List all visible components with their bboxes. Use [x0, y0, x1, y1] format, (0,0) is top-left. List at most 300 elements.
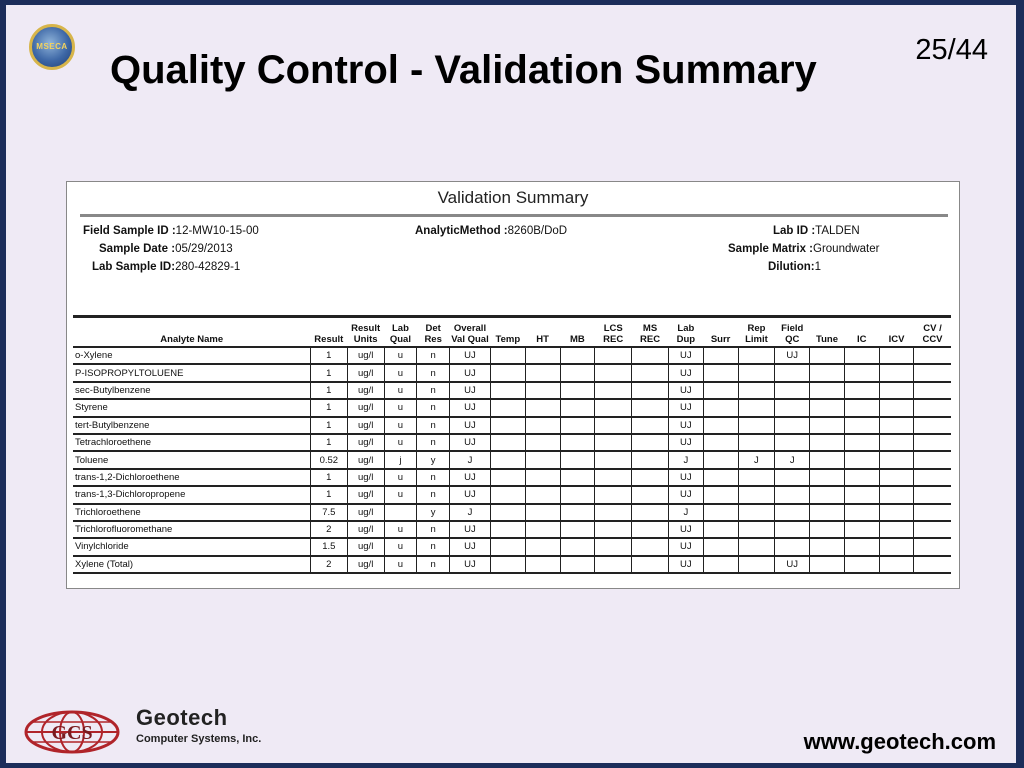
- table-cell: [810, 347, 845, 364]
- table-cell: [879, 538, 914, 555]
- table-cell: [844, 417, 879, 434]
- table-cell: [525, 434, 560, 451]
- table-cell: [844, 399, 879, 416]
- table-cell: u: [384, 417, 417, 434]
- table-cell: UJ: [668, 486, 703, 503]
- table-cell: j: [384, 451, 417, 468]
- table-row: [73, 486, 951, 503]
- column-header: Result Units: [347, 321, 384, 347]
- table-cell: [775, 469, 810, 486]
- table-cell: UJ: [668, 538, 703, 555]
- column-header: LCS REC: [595, 321, 632, 347]
- table-cell: [810, 417, 845, 434]
- table-cell: ug/l: [347, 451, 384, 468]
- table-cell: [738, 538, 775, 555]
- table-cell: [525, 417, 560, 434]
- table-cell: ug/l: [347, 382, 384, 399]
- slide: [6, 5, 1016, 763]
- table-cell: u: [384, 382, 417, 399]
- table-cell: [525, 399, 560, 416]
- table-cell: [595, 521, 632, 538]
- table-cell: [775, 417, 810, 434]
- table-cell: UJ: [668, 434, 703, 451]
- table-cell: 1: [310, 486, 347, 503]
- table-cell: UJ: [450, 469, 491, 486]
- table-cell: UJ: [450, 347, 491, 364]
- column-header: Temp: [490, 321, 525, 347]
- table-cell: [844, 504, 879, 521]
- table-cell: y: [417, 451, 450, 468]
- table-cell: [844, 521, 879, 538]
- table-cell: [879, 364, 914, 381]
- table-cell: u: [384, 538, 417, 555]
- table-cell: u: [384, 521, 417, 538]
- table-cell: UJ: [668, 469, 703, 486]
- table-cell: [632, 364, 669, 381]
- table-cell: UJ: [775, 347, 810, 364]
- analyte-name-cell: Trichloroethene: [73, 504, 310, 521]
- table-cell: [844, 434, 879, 451]
- table-cell: [775, 382, 810, 399]
- table-cell: [844, 556, 879, 573]
- table-cell: [914, 347, 951, 364]
- table-cell: UJ: [668, 417, 703, 434]
- table-cell: [595, 399, 632, 416]
- table-cell: [879, 451, 914, 468]
- table-cell: [810, 364, 845, 381]
- mseca-logo: MSECA: [29, 24, 75, 70]
- table-cell: [914, 504, 951, 521]
- table-cell: n: [417, 556, 450, 573]
- table-cell: J: [450, 451, 491, 468]
- table-cell: 7.5: [310, 504, 347, 521]
- table-cell: [810, 382, 845, 399]
- table-cell: [914, 399, 951, 416]
- analyte-name-cell: Styrene: [73, 399, 310, 416]
- table-cell: ug/l: [347, 486, 384, 503]
- table-cell: [490, 469, 525, 486]
- table-cell: [879, 504, 914, 521]
- table-cell: n: [417, 347, 450, 364]
- table-cell: [810, 538, 845, 555]
- analyte-name-cell: o-Xylene: [73, 347, 310, 364]
- analyte-name-cell: Vinylchloride: [73, 538, 310, 555]
- table-cell: UJ: [450, 521, 491, 538]
- website-link[interactable]: www.geotech.com: [803, 729, 996, 754]
- table-cell: [914, 451, 951, 468]
- table-cell: ug/l: [347, 469, 384, 486]
- table-cell: [703, 538, 738, 555]
- table-cell: [844, 364, 879, 381]
- column-header: Det Res: [417, 321, 450, 347]
- analyte-name-cell: trans-1,2-Dichloroethene: [73, 469, 310, 486]
- table-cell: [914, 434, 951, 451]
- table-cell: [632, 504, 669, 521]
- table-cell: [738, 434, 775, 451]
- table-cell: [703, 486, 738, 503]
- analyte-name-cell: tert-Butylbenzene: [73, 417, 310, 434]
- table-cell: [703, 347, 738, 364]
- lab-id: Lab ID :TALDEN: [773, 225, 860, 237]
- analyte-name-cell: Xylene (Total): [73, 556, 310, 573]
- validation-table: [73, 321, 951, 574]
- field-sample-id: Field Sample ID :12-MW10-15-00: [83, 225, 259, 237]
- table-cell: UJ: [450, 364, 491, 381]
- lab-sample-id: Lab Sample ID:280-42829-1: [92, 261, 241, 273]
- table-cell: [879, 382, 914, 399]
- table-cell: [914, 469, 951, 486]
- table-cell: 1: [310, 364, 347, 381]
- table-cell: [490, 399, 525, 416]
- table-cell: [738, 556, 775, 573]
- table-cell: UJ: [450, 382, 491, 399]
- column-header: Tune: [810, 321, 845, 347]
- table-row: [73, 556, 951, 573]
- table-cell: UJ: [668, 347, 703, 364]
- table-cell: [844, 347, 879, 364]
- table-cell: [490, 521, 525, 538]
- table-cell: [525, 382, 560, 399]
- table-cell: [775, 434, 810, 451]
- table-cell: J: [775, 451, 810, 468]
- analyte-name-cell: sec-Butylbenzene: [73, 382, 310, 399]
- column-header: MB: [560, 321, 595, 347]
- table-cell: [595, 504, 632, 521]
- document-title: Validation Summary: [437, 188, 589, 207]
- table-cell: [560, 469, 595, 486]
- brand-name: Geotech: [136, 705, 228, 730]
- table-cell: [844, 469, 879, 486]
- table-cell: y: [417, 504, 450, 521]
- table-cell: [490, 451, 525, 468]
- table-cell: [703, 451, 738, 468]
- table-cell: [632, 538, 669, 555]
- table-row: [73, 382, 951, 399]
- table-cell: UJ: [668, 382, 703, 399]
- table-cell: [632, 521, 669, 538]
- table-cell: [738, 521, 775, 538]
- table-cell: [560, 399, 595, 416]
- table-cell: [560, 556, 595, 573]
- table-cell: [810, 434, 845, 451]
- table-cell: ug/l: [347, 347, 384, 364]
- table-cell: [560, 347, 595, 364]
- table-cell: UJ: [668, 556, 703, 573]
- column-header: CV / CCV: [914, 321, 951, 347]
- table-cell: [525, 347, 560, 364]
- table-cell: UJ: [775, 556, 810, 573]
- table-cell: [525, 469, 560, 486]
- table-cell: [560, 364, 595, 381]
- table-cell: [525, 538, 560, 555]
- table-cell: u: [384, 347, 417, 364]
- table-cell: [525, 556, 560, 573]
- table-cell: [525, 451, 560, 468]
- table-cell: [703, 556, 738, 573]
- column-header: Rep Limit: [738, 321, 775, 347]
- table-row: [73, 538, 951, 555]
- table-cell: u: [384, 364, 417, 381]
- table-cell: [879, 347, 914, 364]
- table-cell: [384, 504, 417, 521]
- table-cell: [879, 417, 914, 434]
- table-cell: [879, 434, 914, 451]
- column-header: HT: [525, 321, 560, 347]
- table-cell: [914, 486, 951, 503]
- table-cell: [703, 521, 738, 538]
- table-row: [73, 504, 951, 521]
- table-cell: [844, 382, 879, 399]
- table-cell: [775, 486, 810, 503]
- table-cell: [632, 434, 669, 451]
- table-row: [73, 417, 951, 434]
- table-cell: n: [417, 521, 450, 538]
- table-cell: [879, 521, 914, 538]
- table-cell: [879, 556, 914, 573]
- table-cell: [703, 364, 738, 381]
- table-cell: 1.5: [310, 538, 347, 555]
- brand-subtitle: Computer Systems, Inc.: [136, 733, 262, 745]
- table-cell: [844, 538, 879, 555]
- table-cell: J: [668, 451, 703, 468]
- table-cell: n: [417, 417, 450, 434]
- table-cell: [632, 469, 669, 486]
- table-cell: 1: [310, 399, 347, 416]
- table-cell: u: [384, 486, 417, 503]
- table-cell: ug/l: [347, 504, 384, 521]
- table-cell: J: [738, 451, 775, 468]
- table-cell: [703, 382, 738, 399]
- table-cell: [560, 521, 595, 538]
- table-cell: [703, 434, 738, 451]
- table-cell: [879, 399, 914, 416]
- table-cell: 1: [310, 469, 347, 486]
- table-cell: [914, 521, 951, 538]
- column-header: IC: [844, 321, 879, 347]
- dilution: Dilution:1: [768, 261, 822, 273]
- table-cell: [632, 399, 669, 416]
- table-cell: [595, 382, 632, 399]
- table-cell: [632, 556, 669, 573]
- table-row: [73, 364, 951, 381]
- table-cell: u: [384, 469, 417, 486]
- table-cell: UJ: [450, 486, 491, 503]
- analyte-name-cell: Tetrachloroethene: [73, 434, 310, 451]
- table-cell: [738, 399, 775, 416]
- table-cell: [560, 538, 595, 555]
- table-cell: UJ: [450, 556, 491, 573]
- table-cell: ug/l: [347, 538, 384, 555]
- table-cell: UJ: [450, 399, 491, 416]
- table-cell: [775, 399, 810, 416]
- table-cell: n: [417, 469, 450, 486]
- table-cell: [595, 538, 632, 555]
- table-cell: [632, 486, 669, 503]
- column-header: Result: [310, 321, 347, 347]
- table-cell: [560, 504, 595, 521]
- column-header: Analyte Name: [73, 321, 310, 347]
- table-cell: [738, 469, 775, 486]
- table-cell: UJ: [668, 399, 703, 416]
- table-cell: [560, 382, 595, 399]
- table-cell: [560, 486, 595, 503]
- table-cell: 1: [310, 347, 347, 364]
- table-cell: n: [417, 538, 450, 555]
- table-cell: [490, 382, 525, 399]
- table-cell: [914, 382, 951, 399]
- table-cell: [775, 538, 810, 555]
- divider: [80, 214, 948, 217]
- validation-summary-document: [66, 181, 960, 589]
- table-cell: n: [417, 486, 450, 503]
- table-cell: [738, 347, 775, 364]
- table-cell: [525, 364, 560, 381]
- table-cell: [914, 417, 951, 434]
- table-cell: UJ: [450, 434, 491, 451]
- analytic-method: AnalyticMethod :8260B/DoD: [415, 225, 568, 237]
- table-cell: [632, 417, 669, 434]
- table-cell: ug/l: [347, 417, 384, 434]
- table-cell: [738, 364, 775, 381]
- table-cell: [490, 504, 525, 521]
- table-cell: [703, 504, 738, 521]
- table-cell: 1: [310, 382, 347, 399]
- table-cell: [703, 469, 738, 486]
- table-cell: [632, 347, 669, 364]
- table-cell: [595, 347, 632, 364]
- table-cell: [490, 556, 525, 573]
- table-row: [73, 399, 951, 416]
- table-cell: [738, 486, 775, 503]
- table-row: [73, 347, 951, 364]
- column-header: MS REC: [632, 321, 669, 347]
- table-cell: J: [668, 504, 703, 521]
- table-cell: [525, 521, 560, 538]
- table-cell: 1: [310, 434, 347, 451]
- table-cell: n: [417, 399, 450, 416]
- geotech-globe-logo: [24, 710, 120, 754]
- table-cell: [595, 434, 632, 451]
- table-cell: [879, 469, 914, 486]
- column-header: ICV: [879, 321, 914, 347]
- table-cell: [738, 417, 775, 434]
- table-cell: [560, 451, 595, 468]
- table-cell: UJ: [450, 538, 491, 555]
- sample-matrix: Sample Matrix :Groundwater: [728, 243, 880, 255]
- table-cell: [490, 538, 525, 555]
- table-cell: [738, 382, 775, 399]
- table-cell: u: [384, 556, 417, 573]
- table-cell: [490, 364, 525, 381]
- table-cell: ug/l: [347, 556, 384, 573]
- table-cell: [810, 504, 845, 521]
- table-cell: n: [417, 434, 450, 451]
- table-cell: UJ: [668, 364, 703, 381]
- table-cell: [595, 364, 632, 381]
- table-row: [73, 521, 951, 538]
- table-cell: [914, 538, 951, 555]
- table-cell: 2: [310, 556, 347, 573]
- table-cell: ug/l: [347, 521, 384, 538]
- table-cell: [703, 399, 738, 416]
- table-cell: [632, 451, 669, 468]
- column-header: Field QC: [775, 321, 810, 347]
- table-cell: [810, 521, 845, 538]
- table-cell: J: [450, 504, 491, 521]
- table-cell: [595, 417, 632, 434]
- table-cell: [914, 556, 951, 573]
- table-cell: [490, 347, 525, 364]
- table-cell: [879, 486, 914, 503]
- column-header: Overall Val Qual: [451, 323, 489, 345]
- table-cell: n: [417, 382, 450, 399]
- table-cell: [595, 451, 632, 468]
- table-cell: u: [384, 434, 417, 451]
- table-cell: [525, 504, 560, 521]
- table-cell: [490, 434, 525, 451]
- table-cell: [844, 486, 879, 503]
- brand: [136, 705, 261, 745]
- table-cell: [810, 469, 845, 486]
- column-header: Lab Qual: [384, 321, 417, 347]
- analyte-name-cell: Toluene: [73, 451, 310, 468]
- sample-date: Sample Date :05/29/2013: [99, 243, 233, 255]
- table-cell: [632, 382, 669, 399]
- table-cell: UJ: [450, 417, 491, 434]
- table-cell: [560, 434, 595, 451]
- table-cell: [595, 469, 632, 486]
- analyte-name-cell: trans-1,3-Dichloropropene: [73, 486, 310, 503]
- table-header: [73, 321, 951, 347]
- table-cell: [703, 417, 738, 434]
- table-cell: ug/l: [347, 434, 384, 451]
- table-cell: [525, 486, 560, 503]
- analyte-name-cell: P-ISOPROPYLTOLUENE: [73, 364, 310, 381]
- table-cell: 0.52: [310, 451, 347, 468]
- analyte-name-cell: Trichlorofluoromethane: [73, 521, 310, 538]
- table-cell: n: [417, 364, 450, 381]
- table-row: [73, 434, 951, 451]
- table-cell: [810, 451, 845, 468]
- table-cell: [775, 504, 810, 521]
- table-cell: u: [384, 399, 417, 416]
- table-cell: [914, 364, 951, 381]
- divider: [73, 315, 951, 318]
- table-cell: [810, 556, 845, 573]
- table-cell: 1: [310, 417, 347, 434]
- column-header: Surr: [703, 321, 738, 347]
- svg-text:GCS: GCS: [51, 722, 93, 744]
- table-cell: 2: [310, 521, 347, 538]
- table-cell: [595, 486, 632, 503]
- table-cell: [810, 399, 845, 416]
- table-row: [73, 469, 951, 486]
- table-cell: [490, 417, 525, 434]
- table-cell: ug/l: [347, 364, 384, 381]
- table-row: [73, 451, 951, 468]
- table-cell: [844, 451, 879, 468]
- table-cell: [560, 417, 595, 434]
- table-cell: UJ: [668, 521, 703, 538]
- table-cell: ug/l: [347, 399, 384, 416]
- table-cell: [490, 486, 525, 503]
- table-cell: [775, 364, 810, 381]
- column-header: Lab Dup: [668, 321, 703, 347]
- table-cell: [595, 556, 632, 573]
- table-cell: [775, 521, 810, 538]
- page-title: Quality Control - Validation Summary: [110, 48, 817, 92]
- page-number: 25/44: [915, 34, 988, 66]
